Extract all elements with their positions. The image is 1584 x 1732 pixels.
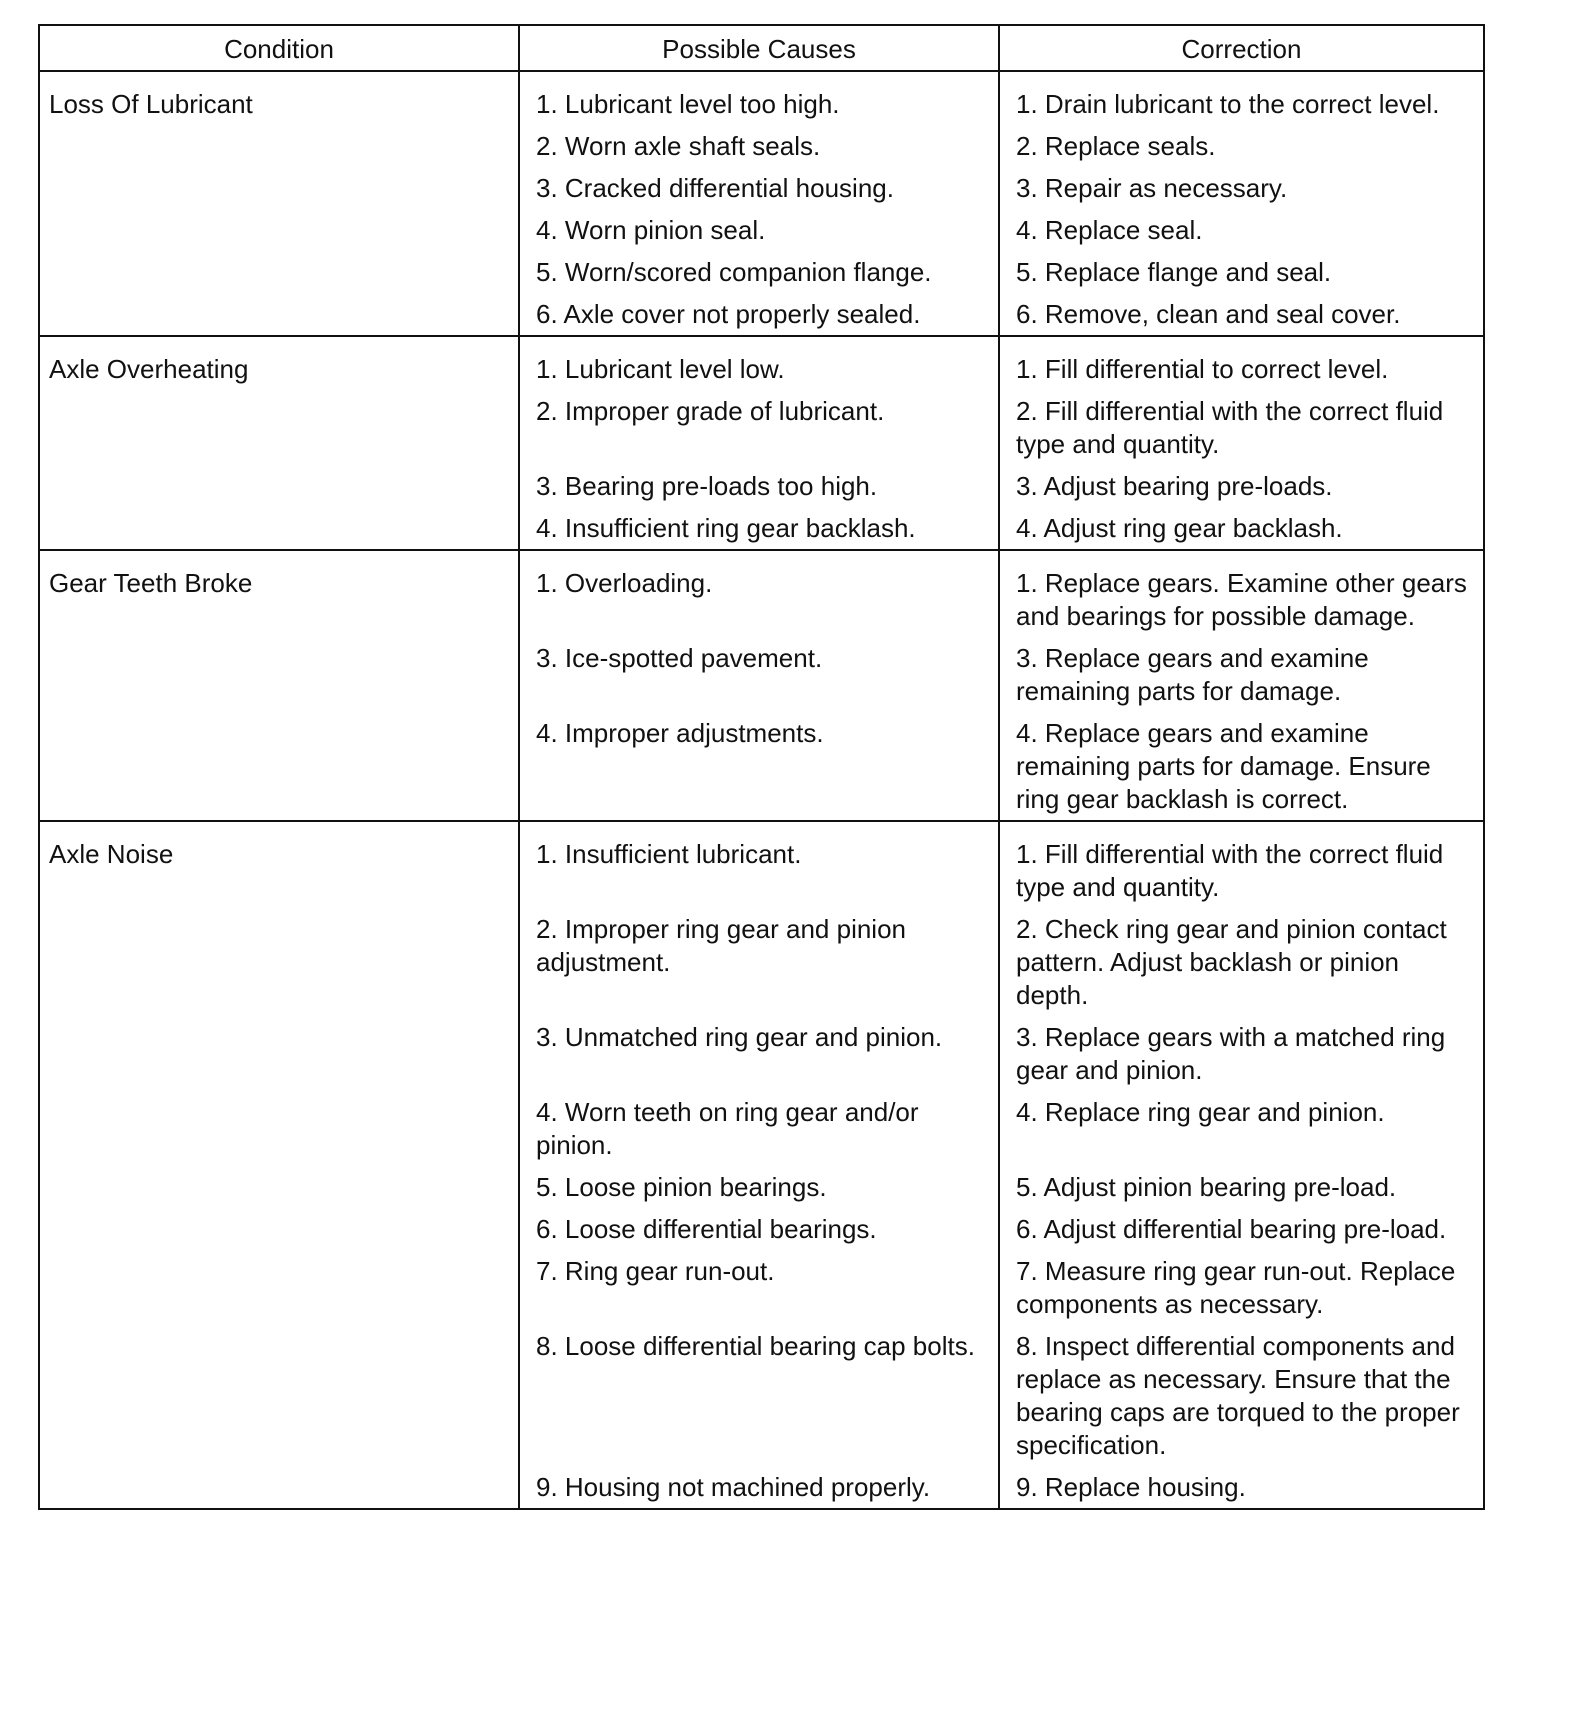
table-header-row: [39, 25, 1484, 71]
correction-item: 5. Replace flange and seal.: [1016, 257, 1332, 287]
cause-item: 1. Lubricant level low.: [536, 354, 785, 384]
causes-cell: [519, 550, 999, 821]
header-correction: Correction: [999, 25, 1484, 71]
cause-item: 2. Improper ring gear and pinion adjustment.: [536, 914, 907, 977]
corrections-cell: [999, 71, 1484, 336]
correction-item: 4. Replace gears and examine remaining parts for damage. Ensure ring gear backlash is correct.: [1016, 718, 1431, 814]
table-row: [39, 550, 1484, 821]
cause-item: 6. Axle cover not properly sealed.: [536, 299, 921, 329]
correction-item: 2. Fill differential with the correct fluid type and quantity.: [1016, 396, 1444, 459]
cause-item: 8. Loose differential bearing cap bolts.: [536, 1331, 975, 1361]
cause-item: 1. Overloading.: [536, 568, 713, 598]
correction-item: 2. Replace seals.: [1016, 131, 1216, 161]
table-body: [39, 71, 1484, 1509]
condition-cell: Axle Noise: [39, 821, 519, 1509]
correction-item: 1. Fill differential with the correct fluid type and quantity.: [1016, 839, 1444, 902]
condition-cell: Axle Overheating: [39, 336, 519, 550]
cause-item: 4. Insufficient ring gear backlash.: [536, 513, 916, 543]
correction-item: 4. Replace seal.: [1016, 215, 1203, 245]
diagnosis-table: [38, 24, 1485, 1510]
correction-item: 4. Replace ring gear and pinion.: [1016, 1097, 1385, 1127]
correction-item: 5. Adjust pinion bearing pre-load.: [1016, 1172, 1397, 1202]
correction-item: 2. Check ring gear and pinion contact pattern. Adjust backlash or pinion depth.: [1016, 914, 1447, 1010]
correction-item: 6. Remove, clean and seal cover.: [1016, 299, 1401, 329]
corrections-cell: [999, 821, 1484, 1509]
correction-item: 1. Drain lubricant to the correct level.: [1016, 89, 1440, 119]
cause-item: 4. Worn teeth on ring gear and/or pinion.: [536, 1097, 919, 1160]
cause-item: 7. Ring gear run-out.: [536, 1256, 775, 1286]
causes-cell: [519, 821, 999, 1509]
cause-item: 1. Insufficient lubricant.: [536, 839, 802, 869]
causes-cell: [519, 71, 999, 336]
correction-item: 1. Replace gears. Examine other gears and bearings for possible damage.: [1016, 568, 1467, 631]
corrections-cell: [999, 336, 1484, 550]
correction-item: 3. Replace gears with a matched ring gear and pinion.: [1016, 1022, 1446, 1085]
correction-item: 3. Repair as necessary.: [1016, 173, 1288, 203]
header-possible-causes: Possible Causes: [519, 25, 999, 71]
table-row: [39, 821, 1484, 1509]
cause-item: 2. Worn axle shaft seals.: [536, 131, 821, 161]
table-row: [39, 336, 1484, 550]
correction-item: 7. Measure ring gear run-out. Replace components as necessary.: [1016, 1256, 1456, 1319]
diagnosis-table-container: [38, 24, 1483, 1510]
correction-item: 4. Adjust ring gear backlash.: [1016, 513, 1343, 543]
causes-cell: [519, 336, 999, 550]
correction-item: 3. Replace gears and examine remaining parts for damage.: [1016, 643, 1369, 706]
correction-item: 8. Inspect differential components and replace as necessary. Ensure that the bearing caps are torqued to the proper specification.: [1016, 1331, 1460, 1460]
cause-item: 4. Worn pinion seal.: [536, 215, 766, 245]
header-condition: Condition: [39, 25, 519, 71]
cause-item: 2. Improper grade of lubricant.: [536, 396, 885, 426]
cause-item: 5. Loose pinion bearings.: [536, 1172, 827, 1202]
condition-cell: Loss Of Lubricant: [39, 71, 519, 336]
cause-item: 3. Ice-spotted pavement.: [536, 643, 823, 673]
cause-item: 4. Improper adjustments.: [536, 718, 824, 748]
cause-item: 6. Loose differential bearings.: [536, 1214, 877, 1244]
cause-item: 1. Lubricant level too high.: [536, 89, 840, 119]
cause-item: 3. Unmatched ring gear and pinion.: [536, 1022, 943, 1052]
table-row: [39, 71, 1484, 336]
corrections-cell: [999, 550, 1484, 821]
cause-item: 3. Cracked differential housing.: [536, 173, 894, 203]
correction-item: 3. Adjust bearing pre-loads.: [1016, 471, 1333, 501]
condition-cell: Gear Teeth Broke: [39, 550, 519, 821]
cause-item: 5. Worn/scored companion flange.: [536, 257, 932, 287]
cause-item: 9. Housing not machined properly.: [536, 1472, 931, 1502]
correction-item: 1. Fill differential to correct level.: [1016, 354, 1389, 384]
cause-item: 3. Bearing pre-loads too high.: [536, 471, 878, 501]
correction-item: 9. Replace housing.: [1016, 1472, 1246, 1502]
correction-item: 6. Adjust differential bearing pre-load.: [1016, 1214, 1447, 1244]
